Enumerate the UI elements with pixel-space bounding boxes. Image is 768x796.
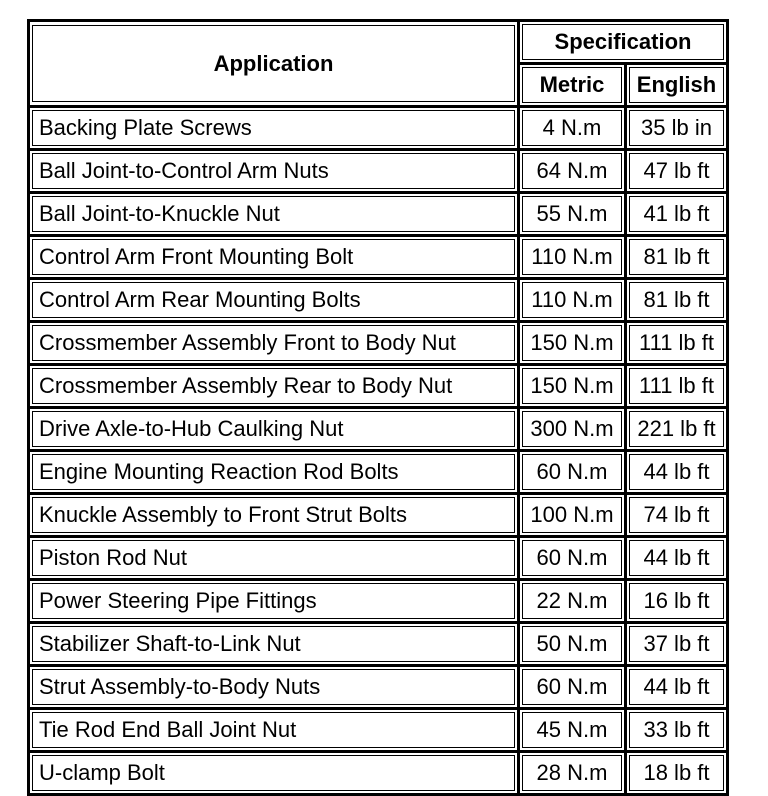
english-header-label: English xyxy=(629,67,724,103)
english-cell xyxy=(627,409,729,452)
metric-cell xyxy=(520,581,627,624)
english-cell-text: 74 lb ft xyxy=(629,497,724,533)
application-cell-text: Tie Rod End Ball Joint Nut xyxy=(32,712,515,748)
table-row xyxy=(30,409,729,452)
metric-cell-text: 4 N.m xyxy=(522,110,622,146)
english-cell xyxy=(627,667,729,710)
table-row xyxy=(30,280,729,323)
table-row xyxy=(30,237,729,280)
table-row xyxy=(30,581,729,624)
application-cell-text: Knuckle Assembly to Front Strut Bolts xyxy=(32,497,515,533)
application-cell xyxy=(30,624,520,667)
english-cell xyxy=(627,366,729,409)
application-cell xyxy=(30,366,520,409)
metric-cell-text: 60 N.m xyxy=(522,669,622,705)
metric-cell-text: 100 N.m xyxy=(522,497,622,533)
english-cell-text: 221 lb ft xyxy=(629,411,724,447)
application-cell xyxy=(30,495,520,538)
application-cell xyxy=(30,452,520,495)
application-cell xyxy=(30,237,520,280)
english-cell-text: 47 lb ft xyxy=(629,153,724,189)
metric-cell xyxy=(520,538,627,581)
application-cell xyxy=(30,108,520,151)
english-cell xyxy=(627,280,729,323)
application-cell-text: Backing Plate Screws xyxy=(32,110,515,146)
table-body xyxy=(30,108,729,796)
table-row xyxy=(30,667,729,710)
english-cell xyxy=(627,452,729,495)
application-cell xyxy=(30,151,520,194)
application-cell xyxy=(30,409,520,452)
english-cell xyxy=(627,710,729,753)
english-cell-text: 44 lb ft xyxy=(629,669,724,705)
metric-cell xyxy=(520,495,627,538)
application-cell-text: Control Arm Rear Mounting Bolts xyxy=(32,282,515,318)
application-header-label: Application xyxy=(32,25,515,102)
application-cell xyxy=(30,581,520,624)
application-cell-text: Control Arm Front Mounting Bolt xyxy=(32,239,515,275)
table-row xyxy=(30,151,729,194)
application-cell xyxy=(30,194,520,237)
metric-cell xyxy=(520,667,627,710)
metric-cell-text: 110 N.m xyxy=(522,239,622,275)
application-cell-text: Ball Joint-to-Knuckle Nut xyxy=(32,196,515,232)
torque-specification-table xyxy=(27,19,729,796)
english-cell-text: 41 lb ft xyxy=(629,196,724,232)
metric-cell-text: 50 N.m xyxy=(522,626,622,662)
application-cell-text: U-clamp Bolt xyxy=(32,755,515,791)
metric-cell xyxy=(520,194,627,237)
metric-cell-text: 22 N.m xyxy=(522,583,622,619)
english-cell-text: 35 lb in xyxy=(629,110,724,146)
english-cell xyxy=(627,495,729,538)
table-row xyxy=(30,710,729,753)
english-cell-text: 81 lb ft xyxy=(629,282,724,318)
metric-cell-text: 60 N.m xyxy=(522,454,622,490)
metric-cell-text: 110 N.m xyxy=(522,282,622,318)
metric-cell-text: 45 N.m xyxy=(522,712,622,748)
english-cell xyxy=(627,624,729,667)
metric-cell xyxy=(520,452,627,495)
application-cell-text: Piston Rod Nut xyxy=(32,540,515,576)
metric-header-label: Metric xyxy=(522,67,622,103)
metric-cell xyxy=(520,323,627,366)
table-row xyxy=(30,108,729,151)
english-cell-text: 111 lb ft xyxy=(629,325,724,361)
table-row xyxy=(30,452,729,495)
english-cell-text: 44 lb ft xyxy=(629,540,724,576)
table-row xyxy=(30,366,729,409)
application-cell xyxy=(30,710,520,753)
english-cell-text: 18 lb ft xyxy=(629,755,724,791)
english-cell-text: 37 lb ft xyxy=(629,626,724,662)
english-cell xyxy=(627,237,729,280)
metric-cell-text: 150 N.m xyxy=(522,368,622,404)
metric-cell-text: 28 N.m xyxy=(522,755,622,791)
metric-cell-text: 150 N.m xyxy=(522,325,622,361)
metric-cell-text: 60 N.m xyxy=(522,540,622,576)
metric-cell-text: 64 N.m xyxy=(522,153,622,189)
application-cell-text: Engine Mounting Reaction Rod Bolts xyxy=(32,454,515,490)
metric-cell-text: 300 N.m xyxy=(522,411,622,447)
metric-cell xyxy=(520,151,627,194)
english-cell xyxy=(627,108,729,151)
metric-cell xyxy=(520,108,627,151)
table-row xyxy=(30,495,729,538)
specification-header-label: Specification xyxy=(522,24,724,60)
application-cell-text: Ball Joint-to-Control Arm Nuts xyxy=(32,153,515,189)
english-cell-text: 44 lb ft xyxy=(629,454,724,490)
application-cell-text: Crossmember Assembly Rear to Body Nut xyxy=(32,368,515,404)
metric-cell xyxy=(520,237,627,280)
application-cell-text: Crossmember Assembly Front to Body Nut xyxy=(32,325,515,361)
english-cell-text: 33 lb ft xyxy=(629,712,724,748)
english-cell-text: 81 lb ft xyxy=(629,239,724,275)
metric-column-header xyxy=(520,65,627,108)
table-row xyxy=(30,624,729,667)
application-cell xyxy=(30,667,520,710)
application-cell xyxy=(30,538,520,581)
metric-cell xyxy=(520,624,627,667)
application-cell-text: Power Steering Pipe Fittings xyxy=(32,583,515,619)
table-row xyxy=(30,538,729,581)
english-cell xyxy=(627,151,729,194)
metric-cell-text: 55 N.m xyxy=(522,196,622,232)
application-cell-text: Drive Axle-to-Hub Caulking Nut xyxy=(32,411,515,447)
table-row xyxy=(30,323,729,366)
specification-column-header xyxy=(520,22,729,65)
english-cell-text: 16 lb ft xyxy=(629,583,724,619)
metric-cell xyxy=(520,710,627,753)
english-cell xyxy=(627,538,729,581)
application-cell-text: Stabilizer Shaft-to-Link Nut xyxy=(32,626,515,662)
metric-cell xyxy=(520,409,627,452)
metric-cell xyxy=(520,366,627,409)
application-cell xyxy=(30,280,520,323)
english-cell xyxy=(627,194,729,237)
table-header xyxy=(30,22,729,108)
english-cell xyxy=(627,581,729,624)
application-column-header xyxy=(30,22,520,108)
application-cell-text: Strut Assembly-to-Body Nuts xyxy=(32,669,515,705)
metric-cell xyxy=(520,280,627,323)
english-cell-text: 111 lb ft xyxy=(629,368,724,404)
table-row xyxy=(30,194,729,237)
application-cell xyxy=(30,323,520,366)
english-cell xyxy=(627,323,729,366)
english-column-header xyxy=(627,65,729,108)
